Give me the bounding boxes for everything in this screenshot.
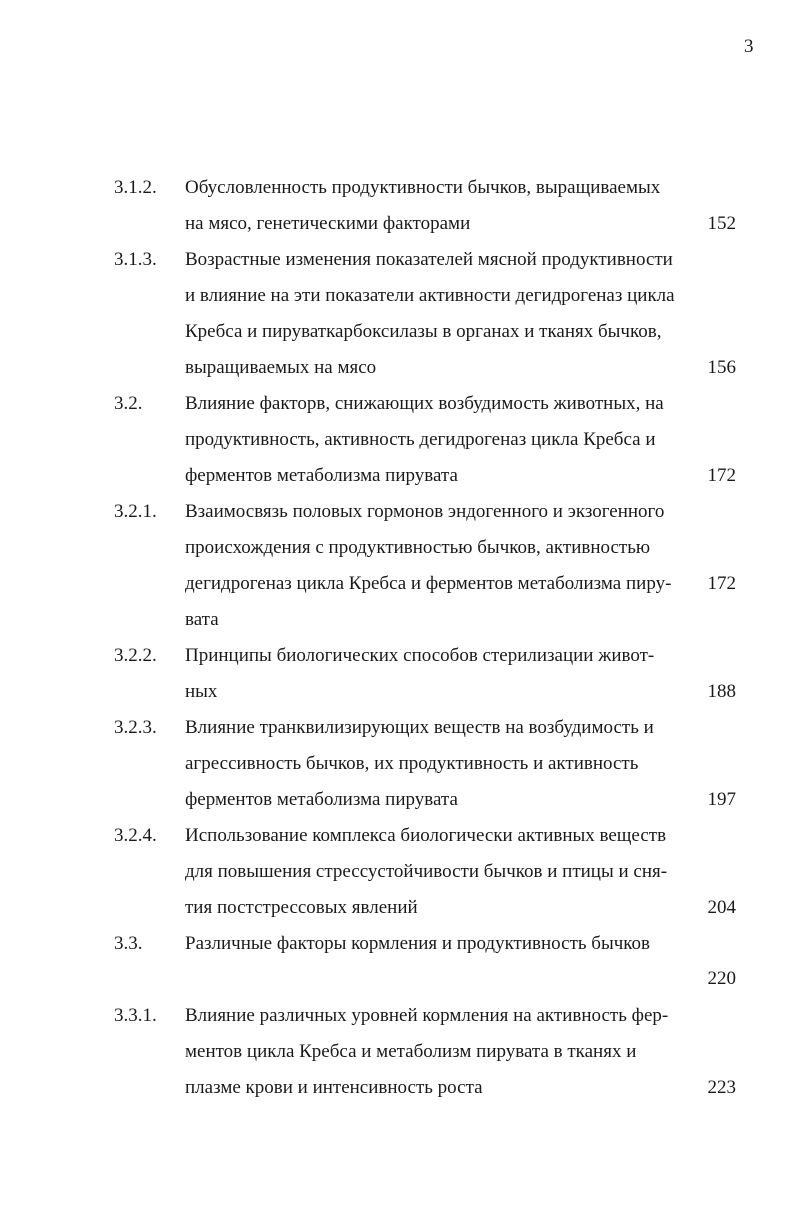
toc-entry-title-line: Влияние транквилизирующих веществ на возбудимость и [185, 717, 654, 738]
toc-entry-page: 204 [707, 897, 736, 918]
toc-entry-number: 3.2.2. [114, 645, 157, 666]
toc-entry-number: 3.1.2. [114, 177, 157, 198]
toc-entry-title-line: Обусловленность продуктивности бычков, выращиваемых [185, 177, 661, 198]
toc-entry-title-line: Влияние различных уровней кормления на активность фер- [185, 1005, 669, 1026]
toc-entry-title-line: выращиваемых на мясо [185, 357, 377, 378]
toc-entry-title-line: Принципы биологических способов стерилизации живот- [185, 645, 655, 666]
toc-entry-page: 172 [707, 573, 736, 594]
toc-entry-title-line: Влияние факторв, снижающих возбудимость животных, на [185, 393, 664, 414]
toc-entry-title-line: для повышения стрессустойчивости бычков и птицы и сня- [185, 861, 668, 882]
page-number: 3 [744, 36, 754, 57]
toc-entry-number: 3.2. [114, 393, 143, 414]
toc-entry-title-line: ферментов метаболизма пирувата [185, 789, 458, 810]
toc-entry-number: 3.2.1. [114, 501, 157, 522]
toc-entry-page: 156 [707, 357, 736, 378]
toc-entry-title-line: Взаимосвязь половых гормонов эндогенного и экзогенного [185, 501, 665, 522]
toc-entry-number: 3.1.3. [114, 249, 157, 270]
toc-entry-title-line: на мясо, генетическими факторами [185, 213, 471, 234]
toc-entry-title-line: тия постстрессовых явлений [185, 897, 418, 918]
toc-entry-page: 152 [707, 213, 736, 234]
toc-entry-page: 197 [707, 789, 736, 810]
toc-entry-number: 3.3.1. [114, 1005, 157, 1026]
toc-entry-page: 188 [707, 681, 736, 702]
toc-entry-title-line: ных [185, 681, 218, 702]
toc-entry-title-line: Возрастные изменения показателей мясной продуктивности [185, 249, 673, 270]
toc-entry-title-line: агрессивность бычков, их продуктивность и активность [185, 753, 639, 774]
toc-entry-title-line: вата [185, 609, 219, 630]
toc-entry-page: 223 [707, 1077, 736, 1098]
toc-entry-title-line: плазме крови и интенсивность роста [185, 1077, 483, 1098]
toc-entry-title-line: продуктивность, активность дегидрогеназ цикла Кребса и [185, 429, 656, 450]
toc-entry-title-line: ферментов метаболизма пирувата [185, 465, 458, 486]
toc-entry-title-line: Различные факторы кормления и продуктивность бычков [185, 933, 651, 954]
toc-entry-title-line: Использование комплекса биологически активных веществ [185, 825, 667, 846]
toc-entry-title-line: дегидрогеназ цикла Кребса и ферментов метаболизма пиру- [185, 573, 672, 594]
toc-entry-number: 3.2.4. [114, 825, 157, 846]
toc-entry-number: 3.3. [114, 933, 143, 954]
toc-entry-title-line: ментов цикла Кребса и метаболизм пирувата в тканях и [185, 1041, 637, 1062]
toc-entry-page: 172 [707, 465, 736, 486]
toc-entry-title-line: и влияние на эти показатели активности дегидрогеназ цикла [185, 285, 675, 306]
toc-entry-page: 220 [707, 968, 736, 989]
toc-entry-number: 3.2.3. [114, 717, 157, 738]
toc-entry-title-line: происхождения с продуктивностью бычков, активностью [185, 537, 651, 558]
toc-entry-title-line: Кребса и пируваткарбоксилазы в органах и тканях бычков, [185, 321, 662, 342]
